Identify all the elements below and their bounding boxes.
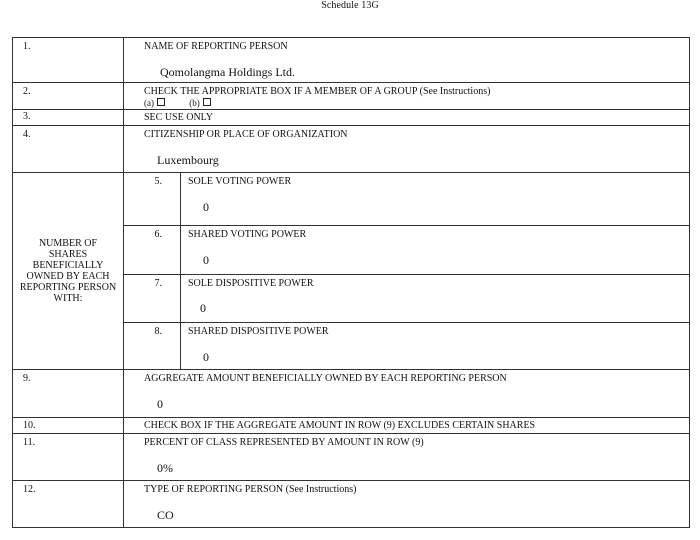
row-9-label: AGGREGATE AMOUNT BENEFICIALLY OWNED BY EACH REPORTING PERSON xyxy=(144,373,507,384)
row-11-number: 11. xyxy=(13,434,124,481)
row-6-number: 6. xyxy=(124,226,181,275)
row-4-label: CITIZENSHIP OR PLACE OF ORGANIZATION xyxy=(144,129,348,140)
row-3 xyxy=(13,110,690,126)
schedule-title: Schedule 13G xyxy=(321,0,379,11)
shared-dispositive-power-value: 0 xyxy=(203,350,209,364)
row-5-label: SOLE VOTING POWER xyxy=(188,176,292,187)
row-4-number: 4. xyxy=(13,126,124,173)
row-9 xyxy=(13,370,690,418)
row-9-cell xyxy=(124,370,690,418)
row-6-cell xyxy=(181,226,690,275)
row-7-number: 7. xyxy=(124,275,181,323)
group-checkbox-b[interactable] xyxy=(203,98,211,106)
cover-page-table xyxy=(12,37,690,528)
row-2-cell xyxy=(124,83,690,110)
row-5 xyxy=(13,173,690,226)
row-8-label: SHARED DISPOSITIVE POWER xyxy=(188,326,329,337)
row-12-number: 12. xyxy=(13,481,124,528)
row-1-label: NAME OF REPORTING PERSON xyxy=(144,41,288,52)
row-7-cell xyxy=(181,275,690,323)
sole-dispositive-power-value: 0 xyxy=(200,301,206,315)
group-checkboxes xyxy=(144,98,689,108)
row-12-cell xyxy=(124,481,690,528)
row-10 xyxy=(13,418,690,434)
sole-voting-power-value: 0 xyxy=(203,200,209,214)
row-5-cell xyxy=(181,173,690,226)
row-12 xyxy=(13,481,690,528)
row-3-label: SEC USE ONLY xyxy=(124,110,690,126)
row-11-label: PERCENT OF CLASS REPRESENTED BY AMOUNT IN ROW (9) xyxy=(144,437,424,448)
row-9-number: 9. xyxy=(13,370,124,418)
row-4 xyxy=(13,126,690,173)
row-2 xyxy=(13,83,690,110)
row-11-cell xyxy=(124,434,690,481)
reporting-person-name: Qomolangma Holdings Ltd. xyxy=(160,65,295,79)
row-1-cell xyxy=(124,38,690,83)
row-2-number: 2. xyxy=(13,83,124,110)
row-5-number: 5. xyxy=(124,173,181,226)
row-11 xyxy=(13,434,690,481)
percent-of-class-value: 0% xyxy=(157,461,173,475)
option-b-label: (b) xyxy=(189,98,200,108)
row-12-label: TYPE OF REPORTING PERSON (See Instructions) xyxy=(144,484,357,495)
row-10-number: 10. xyxy=(13,418,124,434)
row-8-cell xyxy=(181,323,690,370)
shares-owned-label: NUMBER OF SHARES BENEFICIALLY OWNED BY EACH REPORTING PERSON WITH: xyxy=(13,173,124,370)
row-1 xyxy=(13,38,690,83)
citizenship-value: Luxembourg xyxy=(157,153,219,167)
aggregate-amount-value: 0 xyxy=(157,397,163,411)
group-checkbox-a[interactable] xyxy=(157,98,165,106)
reporting-person-type-value: CO xyxy=(157,508,174,522)
shared-voting-power-value: 0 xyxy=(203,253,209,267)
row-2-label: CHECK THE APPROPRIATE BOX IF A MEMBER OF A GROUP (See Instructions) xyxy=(144,86,491,97)
row-8-number: 8. xyxy=(124,323,181,370)
row-4-cell xyxy=(124,126,690,173)
row-6-label: SHARED VOTING POWER xyxy=(188,229,307,240)
row-10-label: CHECK BOX IF THE AGGREGATE AMOUNT IN ROW (9) EXCLUDES CERTAIN SHARES xyxy=(124,418,690,434)
row-7-label: SOLE DISPOSITIVE POWER xyxy=(188,278,314,289)
row-1-number: 1. xyxy=(13,38,124,83)
option-a-label: (a) xyxy=(144,98,154,108)
row-3-number: 3. xyxy=(13,110,124,126)
